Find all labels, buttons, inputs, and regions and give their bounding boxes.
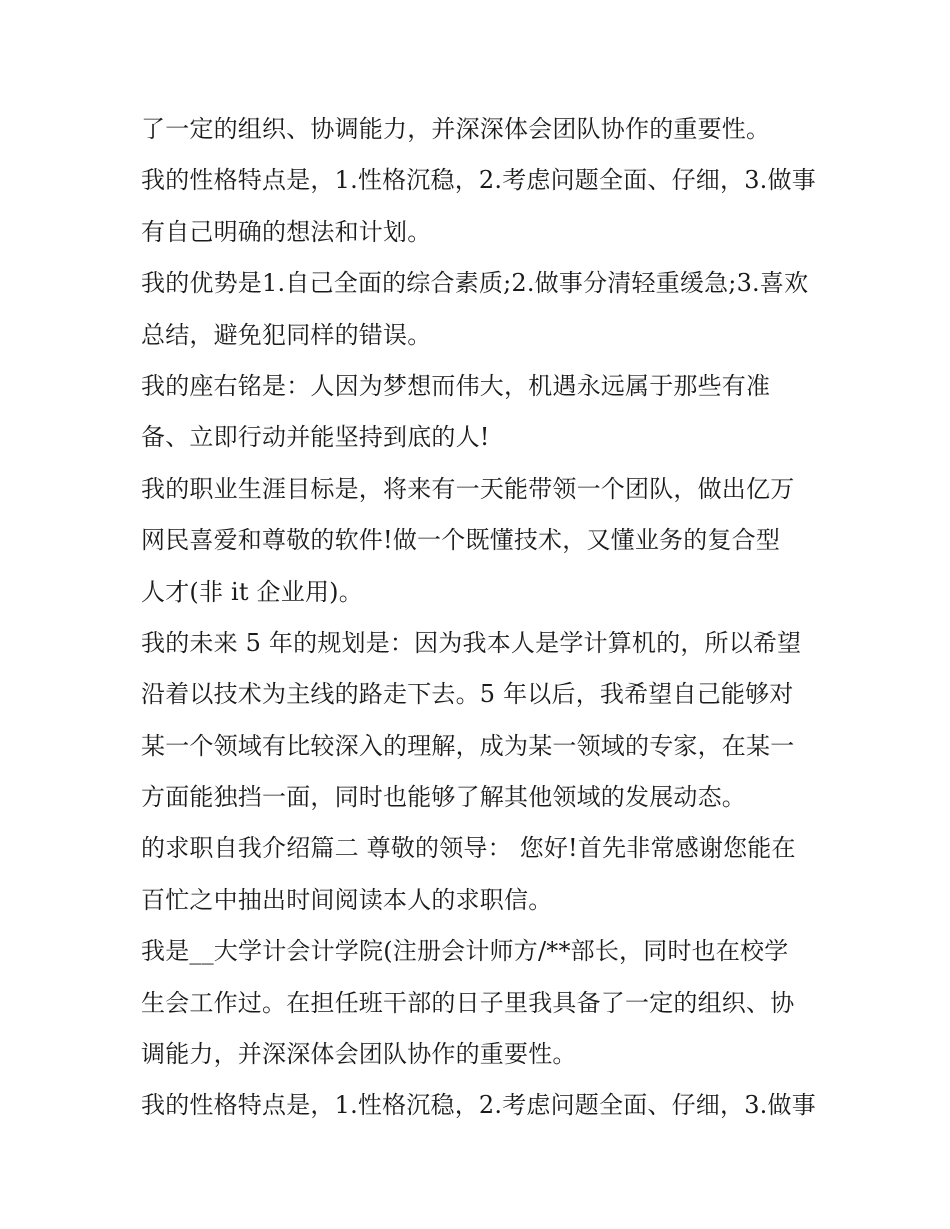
text-line-15: 的求职自我介绍篇二 尊敬的领导： 您好!首先非常感谢您能在	[141, 834, 796, 863]
document-body	[141, 108, 821, 1136]
text-line-7: 备、立即行动并能坚持到底的人!	[141, 423, 490, 452]
text-line-20: 我的性格特点是，1.性格沉稳，2.考虑问题全面、仔细，3.做事	[141, 1091, 816, 1120]
text-line-9: 网民喜爱和尊敬的软件!做一个既懂技术，又懂业务的复合型	[141, 526, 781, 555]
text-line-5: 总结，避免犯同样的错误。	[141, 320, 432, 349]
text-line-19: 调能力，并深深体会团队协作的重要性。	[141, 1040, 577, 1069]
text-line-17: 我是__大学计会计学院(注册会计师方/**部长，同时也在校学	[141, 937, 789, 966]
text-line-13: 某一个领域有比较深入的理解，成为某一领域的专家，在某一	[141, 731, 795, 760]
text-line-4: 我的优势是1.自己全面的综合素质;2.做事分清轻重缓急;3.喜欢	[141, 269, 809, 298]
text-line-2: 我的性格特点是，1.性格沉稳，2.考虑问题全面、仔细，3.做事	[141, 166, 816, 195]
text-line-14: 方面能独挡一面，同时也能够了解其他领域的发展动态。	[141, 783, 746, 812]
text-line-1: 了一定的组织、协调能力，并深深体会团队协作的重要性。	[141, 115, 771, 143]
text-line-10: 人才(非 it 企业用)。	[141, 577, 363, 606]
text-line-3: 有自己明确的想法和计划。	[141, 217, 432, 246]
text-line-12: 沿着以技术为主线的路走下去。5 年以后，我希望自己能够对	[141, 680, 794, 709]
text-line-16: 百忙之中抽出时间阅读本人的求职信。	[141, 885, 553, 914]
text-line-8: 我的职业生涯目标是，将来有一天能带领一个团队，做出亿万	[141, 474, 795, 503]
text-line-6: 我的座右铭是：人因为梦想而伟大，机遇永远属于那些有准	[141, 371, 771, 400]
text-line-18: 生会工作过。在担任班干部的日子里我具备了一定的组织、协	[141, 988, 795, 1017]
text-line-11: 我的未来 5 年的规划是：因为我本人是学计算机的，所以希望	[141, 628, 802, 657]
